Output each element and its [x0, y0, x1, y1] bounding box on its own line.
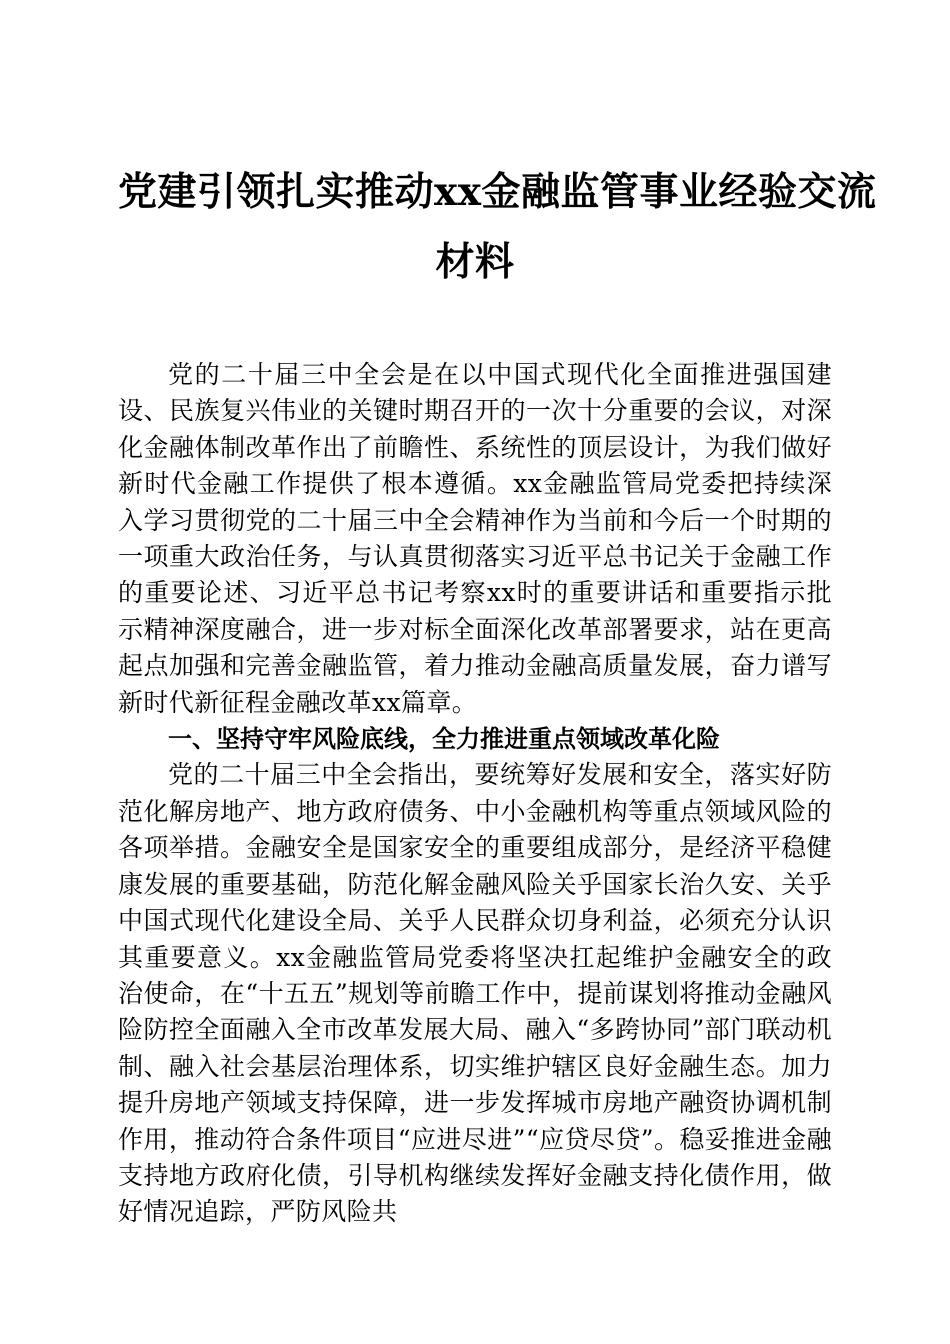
- section-heading-1: 一、坚持守牢风险底线，全力推进重点领域改革化险: [168, 725, 720, 754]
- document-title-line-2: 材料: [435, 239, 515, 285]
- intro-paragraph: 党的二十届三中全会是在以中国式现代化全面推进强国建设、民族复兴伟业的关键时期召开的一次十分重要的会议，对深化金融体制改革作出了前瞻性、系统性的顶层设计，为我们做好新时代金融工作提供了根本遵循。xx金融监管局党委把持续深入学习贯彻党的二十届三中全会精神作为当前和今后一个时期的一项重大政治任务，与认真贯彻落实习近平总书记关于金融工作的重要论述、习近平总书记考察xx时的重要讲话和重要指示批示精神深度融合，进一步对标全面深化改革部署要求，站在更高起点加强和完善金融监管，着力推动金融高质量发展，奋力谱写新时代新征程金融改革xx篇章。: [118, 360, 832, 717]
- section-1-paragraph: 党的二十届三中全会指出，要统筹好发展和安全，落实好防范化解房地产、地方政府债务、中小金融机构等重点领域风险的各项举措。金融安全是国家安全的重要组成部分，是经济平稳健康发展的重要基础，防范化解金融风险关乎国家长治久安、关乎中国式现代化建设全局、关乎人民群众切身利益，必须充分认识其重要意义。xx金融监管局党委将坚决扛起维护金融安全的政治使命，在“十五五”规划等前瞻工作中，提前谋划将推动金融风险防控全面融入全市改革发展大局、融入“多跨协同”部门联动机制、融入社会基层治理体系，切实维护辖区良好金融生态。加力提升房地产领域支持保障，进一步发挥城市房地产融资协调机制作用，推动符合条件项目“应进尽进”“应贷尽贷”。稳妥推进金融支持地方政府化债，引导机构继续发挥好金融支持化债作用，做好情况追踪，严防风险共: [118, 760, 832, 1227]
- document-body: [118, 357, 832, 1231]
- document-title-line-1: 党建引领扎实推动xx金融监管事业经验交流: [118, 169, 877, 215]
